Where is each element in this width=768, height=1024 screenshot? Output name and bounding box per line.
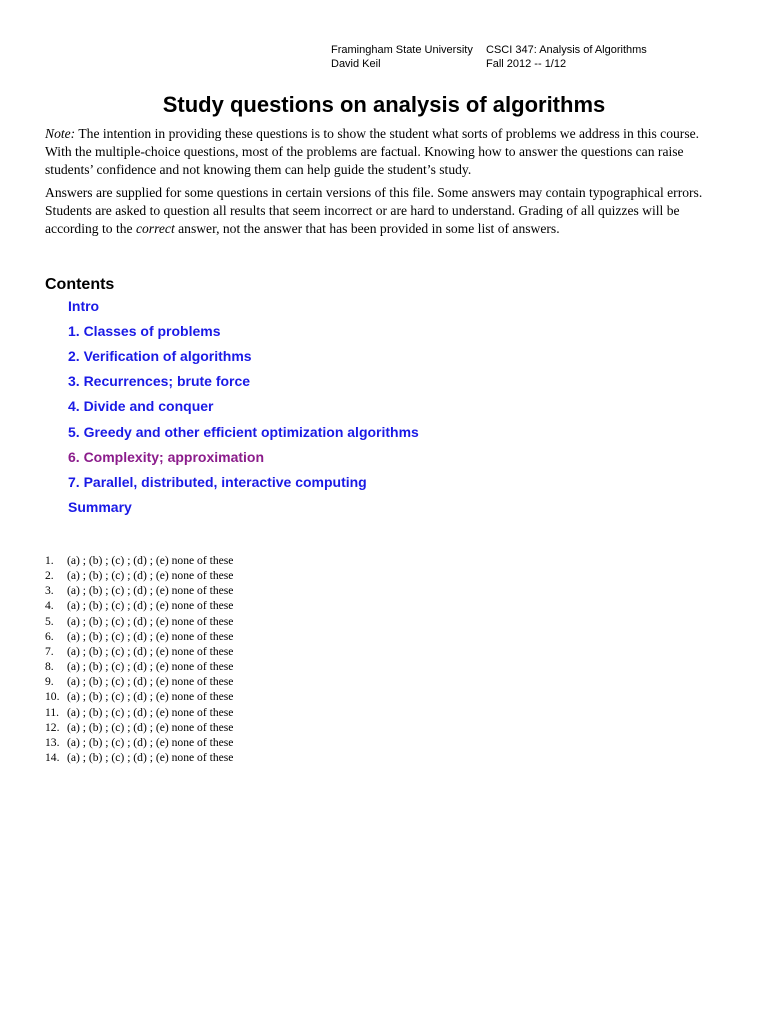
answer-number: 3.: [45, 584, 54, 597]
answer-options: (a) ; (b) ; (c) ; (d) ; (e) none of these: [67, 584, 234, 597]
toc-link-verification[interactable]: 2. Verification of algorithms: [68, 348, 252, 364]
answer-options: (a) ; (b) ; (c) ; (d) ; (e) none of these: [67, 675, 234, 688]
answer-number: 1.: [45, 554, 54, 567]
answer-line: [45, 676, 233, 688]
header-term-page: Fall 2012 -- 1/12: [486, 58, 567, 70]
toc-link-intro[interactable]: Intro: [68, 298, 100, 314]
answer-line: [45, 555, 233, 567]
answer-options: (a) ; (b) ; (c) ; (d) ; (e) none of these: [67, 660, 234, 673]
answer-options: (a) ; (b) ; (c) ; (d) ; (e) none of these: [67, 645, 234, 658]
answer-line: [45, 631, 233, 643]
answer-number: 4.: [45, 599, 54, 612]
note-label: Note:: [45, 126, 76, 141]
answer-number: 14.: [45, 751, 60, 764]
answer-number: 5.: [45, 615, 54, 628]
header-author: David Keil: [331, 58, 381, 70]
answer-line: [45, 737, 233, 749]
toc-link-divide-and-conquer[interactable]: 4. Divide and conquer: [68, 398, 214, 414]
answer-options: (a) ; (b) ; (c) ; (d) ; (e) none of these: [67, 569, 234, 582]
answer-number: 9.: [45, 675, 54, 688]
header-course: CSCI 347: Analysis of Algorithms: [486, 44, 647, 56]
answer-options: (a) ; (b) ; (c) ; (d) ; (e) none of these: [67, 630, 234, 643]
toc-link-summary[interactable]: Summary: [68, 499, 132, 515]
toc-link-recurrences[interactable]: 3. Recurrences; brute force: [68, 373, 251, 389]
header-university: Framingham State University: [331, 44, 473, 56]
answer-options: (a) ; (b) ; (c) ; (d) ; (e) none of these: [67, 599, 234, 612]
answer-line: [45, 616, 233, 628]
answer-line: [45, 707, 233, 719]
answers-text-after: answer, not the answer that has been provided in some list of answers.: [174, 221, 560, 236]
answer-number: 12.: [45, 721, 60, 734]
answer-number: 11.: [45, 706, 60, 719]
answer-options: (a) ; (b) ; (c) ; (d) ; (e) none of these: [67, 736, 234, 749]
answer-options: (a) ; (b) ; (c) ; (d) ; (e) none of these: [67, 615, 234, 628]
answer-number: 8.: [45, 660, 54, 673]
toc-link-classes-of-problems[interactable]: 1. Classes of problems: [68, 323, 221, 339]
answer-options: (a) ; (b) ; (c) ; (d) ; (e) none of these: [67, 554, 234, 567]
note-paragraph: [45, 125, 721, 179]
answers-text-emphasis: correct: [135, 221, 175, 236]
answer-line: [45, 570, 233, 582]
answer-options: (a) ; (b) ; (c) ; (d) ; (e) none of these: [67, 706, 234, 719]
toc-link-greedy[interactable]: 5. Greedy and other efficient optimization algorithms: [68, 424, 419, 440]
answer-line: [45, 600, 233, 612]
answer-line: [45, 661, 233, 673]
answer-number: 10.: [45, 690, 60, 703]
toc-link-parallel[interactable]: 7. Parallel, distributed, interactive computing: [68, 474, 367, 490]
answer-options: (a) ; (b) ; (c) ; (d) ; (e) none of these: [67, 751, 234, 764]
answer-number: 6.: [45, 630, 54, 643]
note-text: The intention in providing these questions is to show the student what sorts of problems we address in this course. With the multiple-choice questions, most of the problems are factual. Knowing how to answer the questions can raise students’ confidence and not knowing them can help guide the student’s study.: [45, 126, 700, 177]
answer-line: [45, 691, 233, 703]
answer-line: [45, 722, 233, 734]
answer-line: [45, 646, 233, 658]
answer-options: (a) ; (b) ; (c) ; (d) ; (e) none of these: [67, 721, 234, 734]
answers-text-before: Answers are supplied for some questions in certain versions of this file. Some answers may contain typographical errors. Students are asked to question all results that seem incorrect or are hard to understand. Grading of all quizzes will be according to the: [45, 185, 703, 236]
answer-number: 2.: [45, 569, 54, 582]
answer-number: 13.: [45, 736, 60, 749]
answers-paragraph: [45, 184, 721, 238]
page-title: Study questions on analysis of algorithms: [162, 92, 606, 117]
contents-heading: Contents: [45, 276, 115, 293]
answer-line: [45, 585, 233, 597]
answer-number: 7.: [45, 645, 54, 658]
answer-line: [45, 752, 233, 764]
answer-options: (a) ; (b) ; (c) ; (d) ; (e) none of these: [67, 690, 234, 703]
toc-link-complexity[interactable]: 6. Complexity; approximation: [68, 449, 265, 465]
